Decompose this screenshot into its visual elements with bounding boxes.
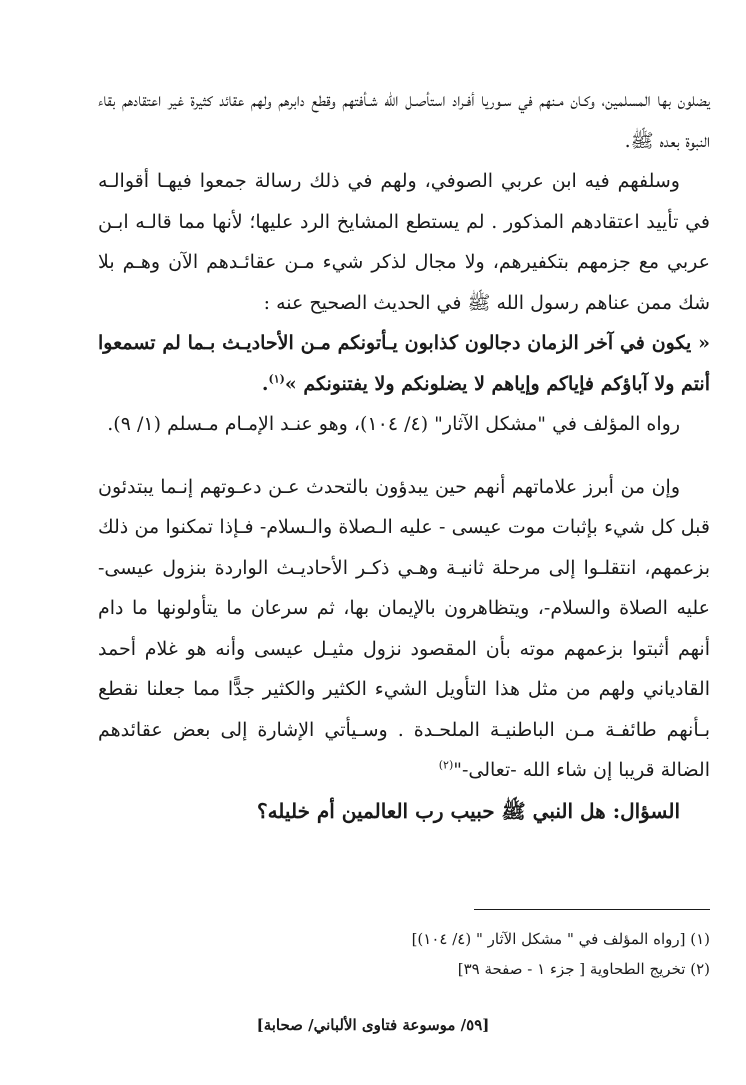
question-heading [98, 791, 710, 831]
footnote-ref-2: (٢) [438, 758, 454, 772]
footnote-divider [474, 909, 710, 910]
footnote-ref-1: (١) [268, 372, 285, 386]
question-text: هل النبي ﷺ حبيب رب العالمين أم خليله؟ [256, 798, 606, 823]
paragraph-3-text: وإن من أبرز علاماتهم أنهم حين يبدؤون بالتحدث عـن دعـوتهم إنـما يبتدئون قبل كل شيء بإثبات موت عيسى - عليه الـصلاة والـسلام- فـإذا تمكنوا من ذلك بزعمهم، انتقلـوا إلى مرحلة ثانيـة وهـي ذكـر الأحاديـث الواردة بنزول عيسى- عليه الصلاة والسلام-، ويتظاهرون بالإيمان بها، ثم سرعان ما يتأولونها ما دام أنهم أثبتوا بزعمهم موته بأن المقصود نزول مثيـل عيسى وأنه هو غلام أحمد القادياني ولهم من مثل هذا التأويل الشيء الكثير والكثير جدًّا مما جعلنا نقطع بـأنهم طائفـة مـن الباطنيـة الملحـدة . وسـيأتي الإشارة إلى بعض عقائدهم الضالة قريبا إن شاء الله -تعالى-" [98, 475, 710, 781]
hadith-citation: رواه المؤلف في "مشكل الآثار" (٤/ ١٠٤)، وهو عنـد الإمـام مـسلم (١/ ٩). [107, 413, 680, 435]
main-text [98, 80, 710, 831]
footnotes [110, 924, 710, 984]
footnote-1: (١) [رواه المؤلف في " مشكل الآثار " (٤/ ١٠٤)] [411, 930, 710, 948]
page-footer: [٥٩/ موسوعة فتاوى الألباني/ صحابة] [256, 1016, 490, 1034]
paragraph-2: وسلفهم فيه ابن عربي الصوفي، ولهم في ذلك رسالة جمعوا فيهـا أقوالـه في تأييد اعتقادهم المذكور . لم يستطع المشايخ الرد عليها؛ لأنها مما قالـه ابـن عربي مع جزمهم بتكفيرهم، ولا مجال لذكر شيء مـن عقائـدهم الآن وهـم بلا شك ممن عناهم رسول الله ﷺ في الحديث الصحيح عنه : [98, 170, 710, 314]
question-label: السؤال: [612, 798, 680, 823]
paragraph-1: يضلون بها المسلمين، وكـان مـنهم في سـوريا أفـراد استأصـل الله شـأفتهم وقطع دابرهم ولهم عقائد كثيرة غير اعتقادهم بقاء النبوة بعده ﷺ. [98, 89, 710, 152]
hadith-text: « يكون في آخر الزمان دجالون كذابون يـأتونكم مـن الأحاديـث بـما لم تسمعوا أنتم ولا آباؤكم فإياكم وإياهم لا يضلونكم ولا يفتنونكم » [98, 332, 710, 395]
hadith-quote: « يكون في آخر الزمان دجالون كذابون يـأتونكم مـن الأحاديـث بـما لم تسمعوا أنتم ولا آباؤكم فإياكم وإياهم لا يضلونكم ولا يفتنونكم »$^{(١)}$. [98, 332, 710, 395]
paragraph-3 [98, 467, 710, 791]
footnote-2: (٢) تخريج الطحاوية [ جزء ١ - صفحة ٣٩] [457, 960, 710, 978]
